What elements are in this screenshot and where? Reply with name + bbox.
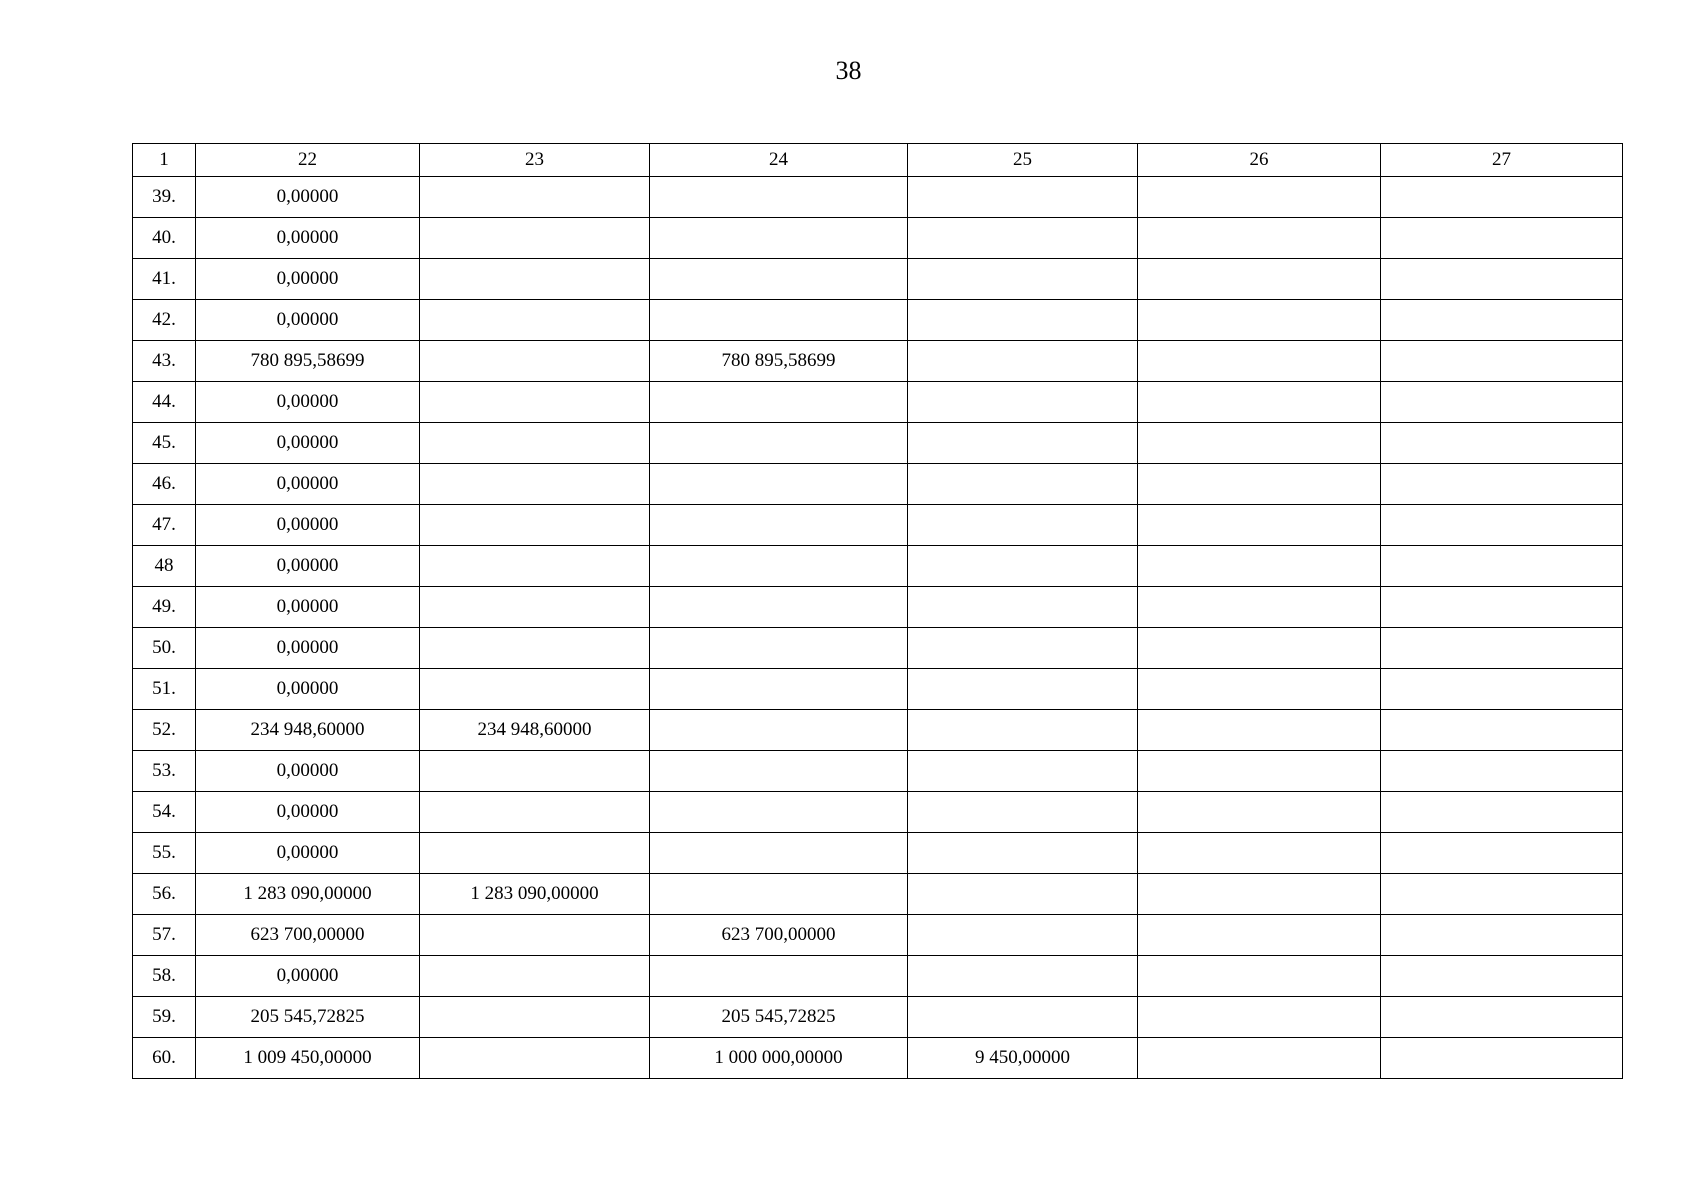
col-26-cell	[1138, 669, 1381, 710]
col-24-cell	[650, 177, 908, 218]
col-23-cell	[420, 423, 650, 464]
col-26-cell	[1138, 915, 1381, 956]
col-22-cell: 0,00000	[196, 546, 420, 587]
col-26-cell	[1138, 218, 1381, 259]
col-27-cell	[1381, 300, 1623, 341]
col-25-cell	[908, 300, 1138, 341]
col-23-cell	[420, 587, 650, 628]
table-row	[133, 300, 1623, 341]
col-24-cell	[650, 546, 908, 587]
col-27-cell	[1381, 382, 1623, 423]
col-26-cell	[1138, 341, 1381, 382]
row-number-cell: 39.	[133, 177, 196, 218]
col-26-cell	[1138, 259, 1381, 300]
col-25-cell	[908, 546, 1138, 587]
table-body	[133, 177, 1623, 1079]
col-23-cell: 234 948,60000	[420, 710, 650, 751]
col-27-cell	[1381, 956, 1623, 997]
col-26-cell	[1138, 956, 1381, 997]
col-22-cell: 0,00000	[196, 423, 420, 464]
col-23-cell	[420, 464, 650, 505]
row-number-cell: 43.	[133, 341, 196, 382]
col-23-cell	[420, 259, 650, 300]
col-23-cell	[420, 628, 650, 669]
col-23-cell	[420, 792, 650, 833]
col-27-cell	[1381, 546, 1623, 587]
col-25-cell	[908, 792, 1138, 833]
col-23-cell	[420, 300, 650, 341]
row-number-cell: 55.	[133, 833, 196, 874]
col-26-cell	[1138, 423, 1381, 464]
table-row	[133, 464, 1623, 505]
col-25-cell	[908, 505, 1138, 546]
col-23-cell	[420, 915, 650, 956]
col-22-cell: 0,00000	[196, 464, 420, 505]
col-27-cell	[1381, 792, 1623, 833]
col-27-cell	[1381, 259, 1623, 300]
col-26-cell	[1138, 464, 1381, 505]
table-row	[133, 218, 1623, 259]
col-27-cell	[1381, 1038, 1623, 1079]
col-26-cell	[1138, 628, 1381, 669]
col-22-cell: 0,00000	[196, 956, 420, 997]
row-number-cell: 56.	[133, 874, 196, 915]
col-26-cell	[1138, 1038, 1381, 1079]
col-27-cell	[1381, 874, 1623, 915]
col-23-cell	[420, 505, 650, 546]
col-25-cell	[908, 341, 1138, 382]
col-27-cell	[1381, 423, 1623, 464]
table-row	[133, 833, 1623, 874]
data-table	[132, 143, 1623, 1079]
col-26-cell	[1138, 505, 1381, 546]
col-23-cell	[420, 177, 650, 218]
col-24-cell: 205 545,72825	[650, 997, 908, 1038]
col-26-cell	[1138, 710, 1381, 751]
col-23-cell	[420, 218, 650, 259]
table-row	[133, 751, 1623, 792]
col-27-cell	[1381, 997, 1623, 1038]
col-26-cell	[1138, 382, 1381, 423]
row-number-cell: 52.	[133, 710, 196, 751]
col-24-cell: 780 895,58699	[650, 341, 908, 382]
row-number-cell: 49.	[133, 587, 196, 628]
header-row	[133, 144, 1623, 177]
col-25-cell	[908, 628, 1138, 669]
col-22-cell: 0,00000	[196, 177, 420, 218]
col-27-cell	[1381, 628, 1623, 669]
col-22-cell: 0,00000	[196, 833, 420, 874]
col-25-cell	[908, 874, 1138, 915]
col-26-cell	[1138, 177, 1381, 218]
col-25-cell	[908, 218, 1138, 259]
table-row	[133, 505, 1623, 546]
col-27-cell	[1381, 710, 1623, 751]
col-26-cell	[1138, 874, 1381, 915]
table-header	[133, 144, 1623, 177]
col-27-cell	[1381, 177, 1623, 218]
col-27-cell	[1381, 833, 1623, 874]
col-23-cell	[420, 1038, 650, 1079]
col-24-cell	[650, 874, 908, 915]
col-22-cell: 0,00000	[196, 218, 420, 259]
row-number-cell: 53.	[133, 751, 196, 792]
col-25-cell	[908, 997, 1138, 1038]
header-cell-col-1: 1	[133, 144, 196, 177]
col-26-cell	[1138, 792, 1381, 833]
col-25-cell	[908, 956, 1138, 997]
col-22-cell: 0,00000	[196, 628, 420, 669]
col-22-cell: 0,00000	[196, 382, 420, 423]
col-23-cell	[420, 669, 650, 710]
col-27-cell	[1381, 915, 1623, 956]
col-24-cell	[650, 464, 908, 505]
col-23-cell: 1 283 090,00000	[420, 874, 650, 915]
row-number-cell: 44.	[133, 382, 196, 423]
col-26-cell	[1138, 833, 1381, 874]
col-22-cell: 0,00000	[196, 259, 420, 300]
col-23-cell	[420, 382, 650, 423]
table-row	[133, 669, 1623, 710]
col-23-cell	[420, 956, 650, 997]
col-24-cell	[650, 423, 908, 464]
row-number-cell: 46.	[133, 464, 196, 505]
col-25-cell	[908, 382, 1138, 423]
col-27-cell	[1381, 669, 1623, 710]
col-22-cell: 0,00000	[196, 587, 420, 628]
col-24-cell	[650, 833, 908, 874]
row-number-cell: 50.	[133, 628, 196, 669]
col-27-cell	[1381, 341, 1623, 382]
col-23-cell	[420, 833, 650, 874]
col-26-cell	[1138, 300, 1381, 341]
row-number-cell: 40.	[133, 218, 196, 259]
col-24-cell	[650, 751, 908, 792]
col-22-cell: 0,00000	[196, 669, 420, 710]
col-22-cell: 0,00000	[196, 300, 420, 341]
col-24-cell	[650, 587, 908, 628]
col-26-cell	[1138, 587, 1381, 628]
table-row	[133, 423, 1623, 464]
col-27-cell	[1381, 218, 1623, 259]
row-number-cell: 58.	[133, 956, 196, 997]
col-24-cell	[650, 956, 908, 997]
table-row	[133, 792, 1623, 833]
header-cell-col-22: 22	[196, 144, 420, 177]
col-24-cell	[650, 628, 908, 669]
col-25-cell: 9 450,00000	[908, 1038, 1138, 1079]
col-25-cell	[908, 177, 1138, 218]
col-26-cell	[1138, 997, 1381, 1038]
col-23-cell	[420, 341, 650, 382]
row-number-cell: 45.	[133, 423, 196, 464]
col-24-cell	[650, 300, 908, 341]
table-row	[133, 1038, 1623, 1079]
col-24-cell: 623 700,00000	[650, 915, 908, 956]
col-22-cell: 0,00000	[196, 792, 420, 833]
col-22-cell: 1 009 450,00000	[196, 1038, 420, 1079]
row-number-cell: 47.	[133, 505, 196, 546]
header-cell-col-26: 26	[1138, 144, 1381, 177]
col-22-cell: 0,00000	[196, 751, 420, 792]
col-23-cell	[420, 751, 650, 792]
table-row	[133, 710, 1623, 751]
col-25-cell	[908, 915, 1138, 956]
col-22-cell: 0,00000	[196, 505, 420, 546]
table-row	[133, 915, 1623, 956]
table-row	[133, 628, 1623, 669]
col-25-cell	[908, 259, 1138, 300]
col-22-cell: 205 545,72825	[196, 997, 420, 1038]
col-24-cell: 1 000 000,00000	[650, 1038, 908, 1079]
col-27-cell	[1381, 751, 1623, 792]
header-cell-col-27: 27	[1381, 144, 1623, 177]
col-25-cell	[908, 669, 1138, 710]
row-number-cell: 60.	[133, 1038, 196, 1079]
row-number-cell: 54.	[133, 792, 196, 833]
header-cell-col-23: 23	[420, 144, 650, 177]
row-number-cell: 51.	[133, 669, 196, 710]
col-24-cell	[650, 792, 908, 833]
table-row	[133, 956, 1623, 997]
header-cell-col-24: 24	[650, 144, 908, 177]
col-22-cell: 780 895,58699	[196, 341, 420, 382]
col-24-cell	[650, 259, 908, 300]
col-25-cell	[908, 587, 1138, 628]
col-27-cell	[1381, 464, 1623, 505]
col-25-cell	[908, 423, 1138, 464]
table-row	[133, 546, 1623, 587]
table-row	[133, 177, 1623, 218]
col-23-cell	[420, 546, 650, 587]
col-27-cell	[1381, 587, 1623, 628]
row-number-cell: 41.	[133, 259, 196, 300]
header-cell-col-25: 25	[908, 144, 1138, 177]
row-number-cell: 48	[133, 546, 196, 587]
row-number-cell: 42.	[133, 300, 196, 341]
col-25-cell	[908, 751, 1138, 792]
col-23-cell	[420, 997, 650, 1038]
col-24-cell	[650, 218, 908, 259]
table-row	[133, 382, 1623, 423]
table-row	[133, 997, 1623, 1038]
col-27-cell	[1381, 505, 1623, 546]
col-24-cell	[650, 382, 908, 423]
col-22-cell: 234 948,60000	[196, 710, 420, 751]
col-22-cell: 623 700,00000	[196, 915, 420, 956]
col-24-cell	[650, 669, 908, 710]
table-row	[133, 259, 1623, 300]
table-row	[133, 587, 1623, 628]
table-row	[133, 874, 1623, 915]
col-26-cell	[1138, 751, 1381, 792]
col-25-cell	[908, 710, 1138, 751]
col-24-cell	[650, 505, 908, 546]
col-25-cell	[908, 464, 1138, 505]
col-25-cell	[908, 833, 1138, 874]
table-row	[133, 341, 1623, 382]
col-26-cell	[1138, 546, 1381, 587]
row-number-cell: 59.	[133, 997, 196, 1038]
page-number: 38	[835, 56, 862, 85]
col-22-cell: 1 283 090,00000	[196, 874, 420, 915]
col-24-cell	[650, 710, 908, 751]
row-number-cell: 57.	[133, 915, 196, 956]
